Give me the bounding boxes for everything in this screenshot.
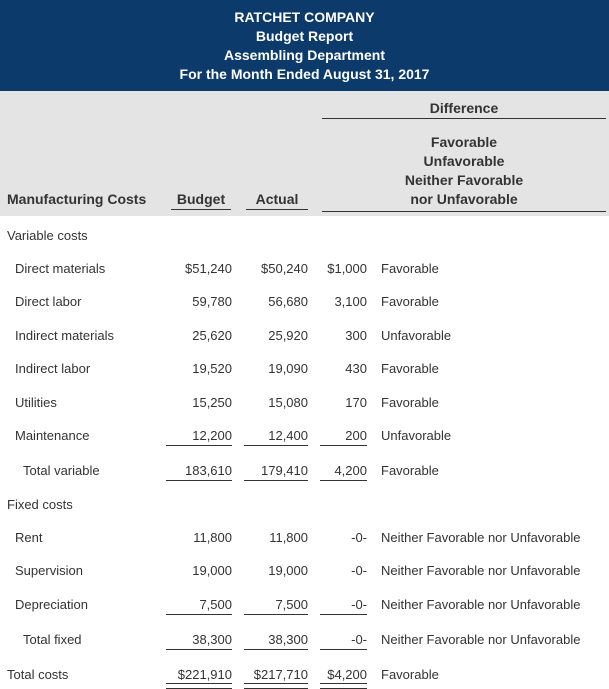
diff-line-1: Favorable <box>430 134 498 150</box>
underline-rule <box>244 445 308 446</box>
row-label: Direct labor <box>15 294 82 309</box>
report-banner <box>0 0 609 91</box>
row-diff: $1,000 <box>327 261 367 276</box>
row-status: Favorable <box>381 395 439 410</box>
row-budget: 12,200 <box>192 428 232 443</box>
row-budget: 19,520 <box>192 361 232 376</box>
row-actual: 19,000 <box>268 563 308 578</box>
underline-rule <box>320 649 367 650</box>
row-actual: 179,410 <box>261 463 308 478</box>
row-status: Neither Favorable nor Unfavorable <box>381 563 581 578</box>
diff-line-4: nor Unfavorable <box>410 191 518 207</box>
row-diff: 3,100 <box>334 294 367 309</box>
row-label: Rent <box>15 530 43 545</box>
row-actual: $217,710 <box>253 667 308 682</box>
underline-rule <box>320 614 367 615</box>
budget-header: Budget <box>176 191 226 207</box>
row-status: Neither Favorable nor Unfavorable <box>381 632 581 647</box>
row-actual: 11,800 <box>269 530 308 545</box>
row-label: Indirect labor <box>15 361 91 376</box>
row-actual: 19,090 <box>268 361 308 376</box>
double-underline-rule <box>166 683 232 689</box>
row-diff: 170 <box>345 395 367 410</box>
company-name: RATCHET COMPANY <box>234 9 375 25</box>
difference-header: Difference <box>429 100 499 116</box>
diff-line-2: Unfavorable <box>423 153 505 169</box>
column-header <box>0 91 609 216</box>
row-diff: $4,200 <box>327 667 367 682</box>
section-variable: Variable costs <box>7 228 88 243</box>
report-period: For the Month Ended August 31, 2017 <box>179 66 430 82</box>
row-status: Favorable <box>381 667 439 682</box>
row-label: Depreciation <box>15 597 88 612</box>
row-budget: 15,250 <box>192 395 232 410</box>
row-status: Unfavorable <box>381 428 452 443</box>
row-label: Indirect materials <box>15 328 114 343</box>
row-budget: 59,780 <box>192 294 232 309</box>
department-name: Assembling Department <box>223 47 386 63</box>
report-title: Budget Report <box>255 28 354 44</box>
row-diff: 200 <box>345 428 367 443</box>
row-actual: 38,300 <box>268 632 308 647</box>
row-diff: -0- <box>351 563 367 578</box>
double-underline-rule <box>320 683 367 689</box>
underline-rule <box>244 614 308 615</box>
row-status: Neither Favorable nor Unfavorable <box>381 597 581 612</box>
costs-header: Manufacturing Costs <box>7 191 147 207</box>
row-status: Neither Favorable nor Unfavorable <box>381 530 581 545</box>
row-budget: $51,240 <box>185 261 232 276</box>
row-budget: 183,610 <box>185 463 232 478</box>
row-label: Total variable <box>23 463 100 478</box>
row-diff: -0- <box>351 530 367 545</box>
row-budget: 19,000 <box>192 563 232 578</box>
row-actual: $50,240 <box>261 261 308 276</box>
row-budget: 7,500 <box>199 597 232 612</box>
row-label: Total fixed <box>23 632 82 647</box>
row-actual: 12,400 <box>268 428 308 443</box>
underline-rule <box>244 649 308 650</box>
row-status: Unfavorable <box>381 328 452 343</box>
diff-line-3: Neither Favorable <box>404 172 524 188</box>
actual-rule <box>246 209 308 210</box>
row-actual: 56,680 <box>268 294 308 309</box>
row-diff: -0- <box>351 632 367 647</box>
row-actual: 25,920 <box>268 328 308 343</box>
row-label: Total costs <box>7 667 69 682</box>
row-status: Favorable <box>381 294 439 309</box>
underline-rule <box>166 649 232 650</box>
difference-rule <box>322 118 606 119</box>
row-diff: -0- <box>351 597 367 612</box>
row-budget: $221,910 <box>177 667 232 682</box>
actual-header: Actual <box>255 191 299 207</box>
underline-rule <box>166 445 232 446</box>
underline-rule <box>244 480 308 481</box>
row-label: Utilities <box>15 395 57 410</box>
status-rule <box>322 211 606 212</box>
underline-rule <box>320 480 367 481</box>
row-actual: 15,080 <box>268 395 308 410</box>
budget-rule <box>171 209 231 210</box>
double-underline-rule <box>244 683 308 689</box>
row-budget: 25,620 <box>192 328 232 343</box>
row-status: Favorable <box>381 361 439 376</box>
row-label: Direct materials <box>15 261 106 276</box>
row-budget: 38,300 <box>192 632 232 647</box>
row-label: Supervision <box>15 563 83 578</box>
row-budget: 11,800 <box>193 530 232 545</box>
row-actual: 7,500 <box>275 597 308 612</box>
underline-rule <box>320 445 367 446</box>
row-label: Maintenance <box>15 428 90 443</box>
row-status: Favorable <box>381 261 439 276</box>
row-diff: 300 <box>345 328 367 343</box>
underline-rule <box>166 614 232 615</box>
row-status: Favorable <box>381 463 439 478</box>
underline-rule <box>166 480 232 481</box>
section-fixed: Fixed costs <box>7 497 73 512</box>
row-diff: 430 <box>345 361 367 376</box>
row-diff: 4,200 <box>334 463 367 478</box>
